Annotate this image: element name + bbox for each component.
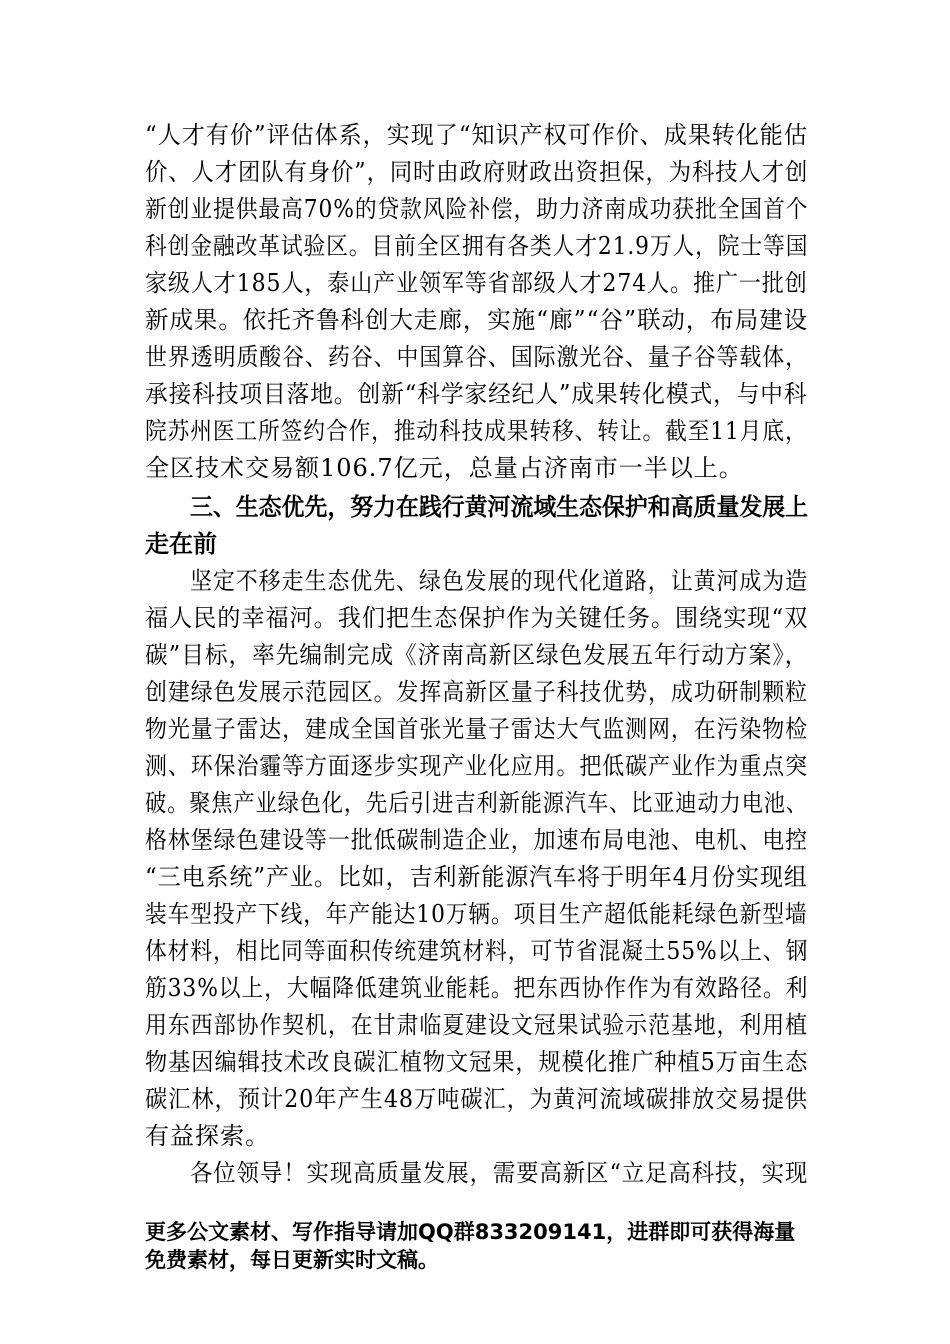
section-line: 坚定不移走生态优先、绿色发展的现代化道路，让黄河成为造 <box>190 567 809 595</box>
footer-line: 更多公文素材、写作指导请加QQ群833209141，进群即可获得海量 <box>145 1220 796 1244</box>
section-line: 体材料，相比同等面积传统建筑材料，可节省混凝土55%以上、钢 <box>145 937 809 965</box>
body-line: 院苏州医工所签约合作，推动科技成果转移、转让。截至11月底， <box>145 417 808 445</box>
body-line: 承接科技项目落地。创新“科学家经纪人”成果转化模式，与中科 <box>145 380 808 408</box>
section-line: 创建绿色发展示范园区。发挥高新区量子科技优势，成功研制颗粒 <box>145 678 809 706</box>
section-line: 碳”目标，率先编制完成《济南高新区绿色发展五年行动方案》， <box>145 641 809 669</box>
section-line: 物光量子雷达，建成全国首张光量子雷达大气监测网，在污染物检 <box>145 715 809 743</box>
body-line: 家级人才185人，泰山产业领军等省部级人才274人。推广一批创 <box>145 269 808 297</box>
body-line: 价、人才团队有身价”，同时由政府财政出资担保，为科技人才创 <box>145 158 809 186</box>
section-line: 用东西部协作契机，在甘肃临夏建设文冠果试验示范基地，利用植 <box>145 1011 809 1039</box>
section-line: 福人民的幸福河。我们把生态保护作为关键任务。围绕实现“双 <box>145 604 809 632</box>
body-line: 科创金融改革试验区。目前全区拥有各类人才21.9万人，院士等国 <box>145 232 809 260</box>
section-line: 测、环保治霾等方面逐步实现产业化应用。把低碳产业作为重点突 <box>145 752 809 780</box>
section-heading: 走在前 <box>145 530 217 558</box>
section-heading: 三、生态优先，努力在践行黄河流域生态保护和高质量发展上 <box>190 493 808 521</box>
body-line: 新成果。依托齐鲁科创大走廊，实施“廊”“谷”联动，布局建设 <box>145 306 809 334</box>
body-line: “人才有价”评估体系，实现了“知识产权可作价、成果转化能估 <box>145 121 808 149</box>
body-line: 世界透明质酸谷、药谷、中国算谷、国际激光谷、量子谷等载体， <box>145 343 809 371</box>
closing-line: 各位领导！实现高质量发展，需要高新区“立足高科技，实现 <box>190 1159 809 1187</box>
section-line: 筋33%以上，大幅降低建筑业能耗。把东西协作作为有效路径。利 <box>145 974 809 1002</box>
section-line: 物基因编辑技术改良碳汇植物文冠果，规模化推广种植5万亩生态 <box>145 1048 809 1076</box>
section-line: 有益探索。 <box>145 1122 270 1150</box>
section-line: 碳汇林，预计20年产生48万吨碳汇，为黄河流域碳排放交易提供 <box>145 1085 809 1113</box>
section-line: 装车型投产下线，年产能达10万辆。项目生产超低能耗绿色新型墙 <box>145 900 808 928</box>
footer-line: 免费素材，每日更新实时文稿。 <box>145 1248 439 1272</box>
body-line: 全区技术交易额106.7亿元，总量占济南市一半以上。 <box>145 454 744 482</box>
section-line: 破。聚焦产业绿色化，先后引进吉利新能源汽车、比亚迪动力电池、 <box>145 789 808 817</box>
section-line: “三电系统”产业。比如，吉利新能源汽车将于明年4月份实现组 <box>145 863 808 891</box>
body-line: 新创业提供最高70%的贷款风险补偿，助力济南成功获批全国首个 <box>145 195 809 223</box>
section-line: 格林堡绿色建设等一批低碳制造企业，加速布局电池、电机、电控 <box>145 826 809 854</box>
